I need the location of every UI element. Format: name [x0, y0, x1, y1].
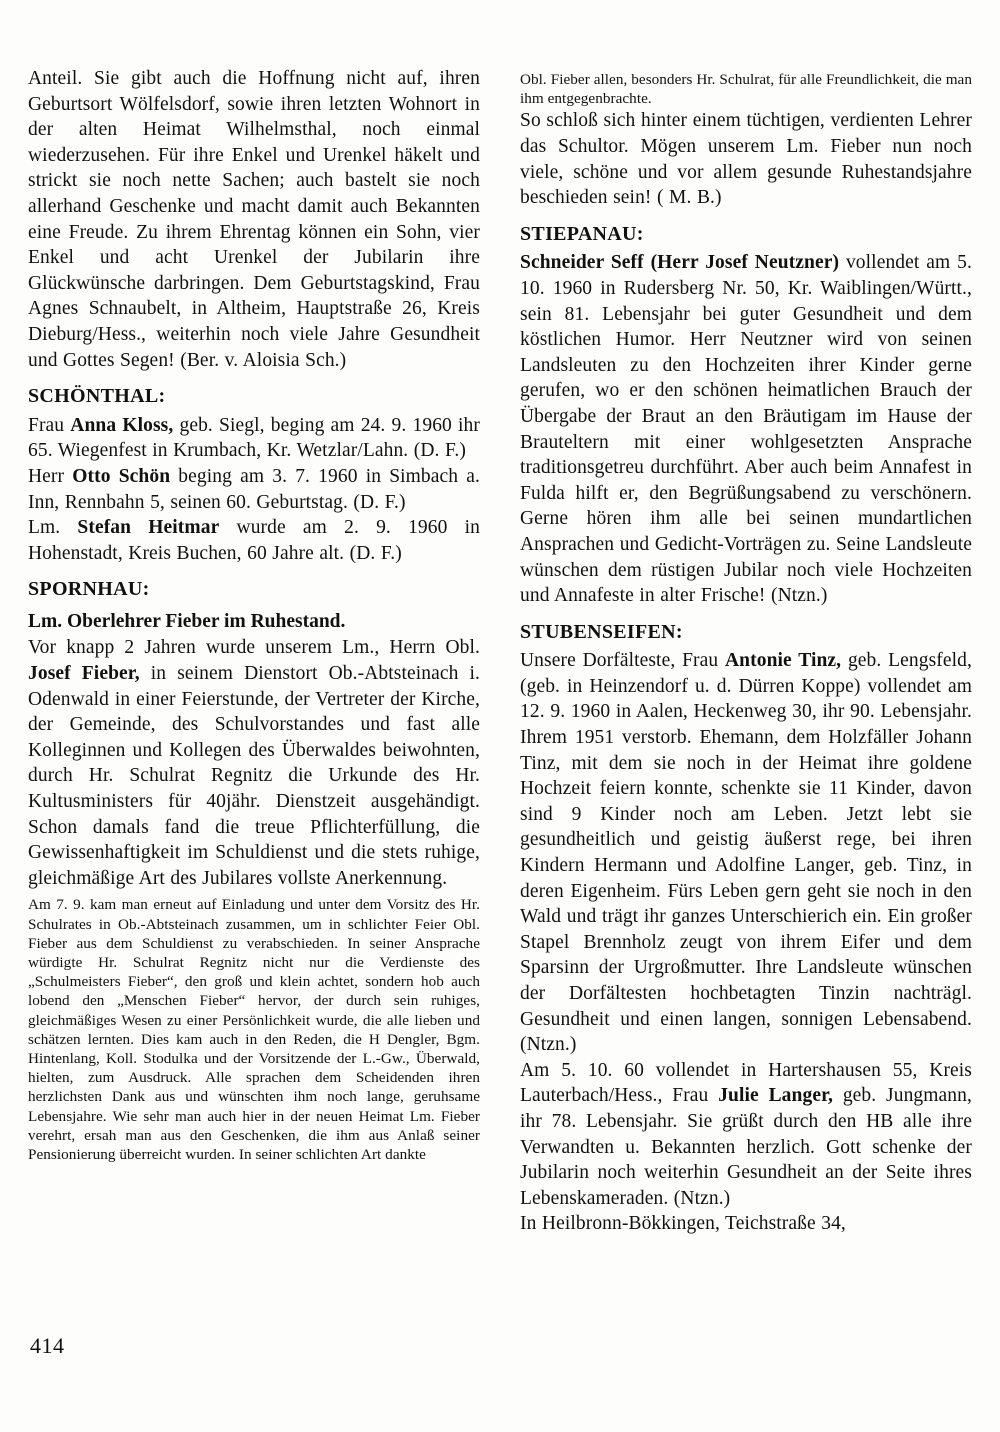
- paragraph-anna-kloss: [28, 413, 480, 464]
- text-run: Vor knapp 2 Jahren wurde unserem Lm., Herrn Obl.: [28, 637, 480, 659]
- person-name-stefan-heitmar: Stefan Heitmar: [77, 517, 220, 539]
- small-print-fieber-verabschiedung: Am 7. 9. kam man erneut auf Einladung und unter dem Vorsitz des Hr. Schulrates in Ob.-Abtsteinach zusammen, um in schlichter Feier Obl. Fieber aus dem Schuldienst zu verabschieden. In seiner Ansprache würdigte Hr. Schulrat Regnitz nicht nur die Verdienste des „Schulmeisters Fieber“, den groß und klein achtet, sondern hob auch lobend den „Menschen Fieber“ hervor, der durch sein ruhiges, gleichmäßiges Wesen zu einer Persönlichkeit wurde, die alle lieben und schätzen lernten. Dies kam auch in den Reden, die H Dengler, Bgm. Hintenlang, Koll. Stodulka und der Vorsitzende der L.-Gw., Überwald, hielten, zum Ausdruck. Alle sprachen dem Scheidenden ihren herzlichsten Dank aus und wünschten ihm noch lange, geruhsame Lebensjahre. Wie sehr man auch hier in der neuen Heimat Lm. Fieber verehrt, ersah man aus den Geschenken, die ihm aus Anlaß seiner Pensionierung überreicht wurden. In seiner schlichten Art dankte: [28, 896, 480, 1164]
- text-run: beging am 3. 7. 1960 in Simbach a. Inn, Rennbahn 5, seinen 60. Geburtstag. (D. F.): [28, 465, 480, 513]
- paragraph-continued-left: Anteil. Sie gibt auch die Hoffnung nicht auf, ihren Geburtsort Wölfelsdorf, sowie ihren letzten Wohnort in der alten Heimat Wilhelmsthal, noch einmal wiederzusehen. Für ihre Enkel und Urenkel häkelt und strickt sie noch nette Sachen; auch bastelt sie noch allerhand Geschenke und macht damit auch Bekannten eine Freude. Zu ihrem Ehrentag können ein Sohn, vier Enkel und acht Urenkel der Jubilarin ihre Glückwünsche darbringen. Dem Geburtstagskind, Frau Agnes Schnaubelt, in Altheim, Hauptstraße 26, Kreis Dieburg/Hess., weiterhin noch viele Jahre Gesundheit und Gottes Segen! (Ber. v. Aloisia Sch.): [28, 68, 480, 371]
- subheading-fieber-ruhestand: Lm. Oberlehrer Fieber im Ruhestand.: [28, 610, 346, 632]
- paragraph-continued-right: So schloß sich hinter einem tüchtigen, verdienten Lehrer das Schultor. Mögen unserem Lm. Fieber nun noch viele, schöne und vor allem gesunde Ruhestandsjahre beschieden sein! ( M. B.): [520, 110, 972, 209]
- section-heading-schoenthal: SCHÖNTHAL:: [28, 385, 166, 408]
- text-run: geb. Lengsfeld, (geb. in Heinzendorf u. d. Dürren Koppe) vollendet am 12. 9. 1960 in Aalen, Heckenweg 30, ihr 90. Lebensjahr. Ihrem 1951 verstorb. Ehemann, dem Holzfäller Johann Tinz, mit dem sie noch in der Heimat ihre goldene Hochzeit feiern konnte, schenkte sie 11 Kinder, davon sind 9 Kinder noch am Leben. Jetzt lebt sie gesundheitlich und geistig äußerst rege, bei ihren Kindern Hermann und Adolfine Langer, geb. Tinz, in deren Eigenheim. Fürs Leben gern geht sie noch in den Wald und trägt ihr ganzes Unterschierich ein. Ein großer Stapel Brennholz zeugt von ihrem Eifer und dem Sparsinn der Urgroßmutter. Ihre Landsleute wünschen der Dorfältesten hochbetagten Tinzin nachträgl. Gesundheit und einen langen, sonnigen Lebensabend. (Ntzn.): [520, 650, 972, 1056]
- paragraph-stefan-heitmar: [28, 515, 480, 566]
- paragraph-otto-schoen: [28, 464, 480, 515]
- person-name-josef-neutzner: Schneider Seff (Herr Josef Neutzner): [520, 252, 840, 274]
- person-name-julie-langer: Julie Langer,: [718, 1085, 834, 1107]
- text-run: vollendet am 5. 10. 1960 in Rudersberg Nr. 50, Kr. Waiblingen/Württ., sein 81. Lebensjahr bei guter Gesundheit und dem köstlichen Humor. Herr Neutzner wird von seinen Landsleuten zu den Hochzeiten ihrer Kinder gerne gerufen, wo er den schönen heimatlichen Brauch der Übergabe der Braut an den Bräutigam im Hause der Brauteltern mit einer wohlgesetzten Ansprache traditionsgetreu durchführt. Aber auch beim Annafest in Fulda hilft er, den Begrüßungsabend zu verschönern. Gerne hören ihm alle bei seinen mundartlichen Ansprachen und Gedicht-Vorträgen zu. Seine Landsleute wünschen dem rüstigen Jubilar noch viele Hochzeiten und Annafeste in alter Frische! (Ntzn.): [520, 252, 972, 607]
- paragraph-josef-neutzner: [520, 250, 972, 608]
- text-run: Unsere Dorfälteste, Frau: [520, 650, 725, 672]
- person-name-otto-schoen: Otto Schön: [72, 465, 171, 487]
- text-run: Frau: [28, 414, 71, 436]
- text-run: wurde am 2. 9. 1960 in Hohenstadt, Kreis Buchen, 60 Jahre alt. (D. F.): [28, 517, 480, 564]
- text-run: Herr: [28, 465, 73, 487]
- two-column-layout: [28, 66, 972, 1237]
- text-run: geb. Siegl, beging am 24. 9. 1960 ihr 65. Wiegenfest in Krumbach, Kr. Wetzlar/Lahn. (D. F.): [28, 414, 480, 462]
- paragraph-heilbronn-continued: In Heilbronn-Bökkingen, Teichstraße 34,: [520, 1213, 846, 1235]
- paragraph-josef-fieber: [28, 635, 480, 891]
- text-run: geb. Jungmann, ihr 78. Lebensjahr. Sie grüßt durch den HB alle ihre Verwandten u. Bekannten herzlich. Gott schenke der Jubilarin noch weiterhin Gesundheit an der Seite ihres Lebenskameraden. (Ntzn.): [520, 1085, 972, 1209]
- paragraph-julie-langer: [520, 1058, 972, 1212]
- person-name-anna-kloss: Anna Kloss,: [70, 414, 174, 436]
- section-heading-spornhau: SPORNHAU:: [28, 578, 150, 601]
- right-column: [514, 66, 972, 1237]
- person-name-antonie-tinz: Antonie Tinz,: [725, 650, 842, 672]
- text-run: Lm.: [28, 517, 78, 539]
- page-number: 414: [30, 1333, 65, 1358]
- section-heading-stiepanau: STIEPANAU:: [520, 222, 644, 245]
- small-print-continued-right: Obl. Fieber allen, besonders Hr. Schulrat, für alle Freundlichkeit, die man ihm entgegenbrachte.: [520, 71, 972, 108]
- left-column: [28, 66, 486, 1237]
- text-run: in seinem Dienstort Ob.-Abtsteinach i. Odenwald in einer Feierstunde, der Vertreter der Kirche, der Gemeinde, des Schulvorstandes und fast alle Kolleginnen und Kollegen des Überwaldes beiwohnten, durch Hr. Schulrat Regnitz die Urkunde des Hr. Kultusministers für 40jähr. Dienstzeit ausgehändigt. Schon damals fand die treue Pflichterfüllung, die Gewissenhaftigkeit im Schuldienst und die stets ruhige, gleichmäßige Art des Jubilares vollste Anerkennung.: [28, 663, 480, 889]
- section-heading-stubenseifen: STUBENSEIFEN:: [520, 620, 683, 643]
- paragraph-antonie-tinz: [520, 648, 972, 1058]
- person-name-josef-fieber: Josef Fieber,: [28, 663, 140, 685]
- text-run: Am 5. 10. 60 vollendet in Hartershausen 55, Kreis Lauterbach/Hess., Frau: [520, 1059, 972, 1107]
